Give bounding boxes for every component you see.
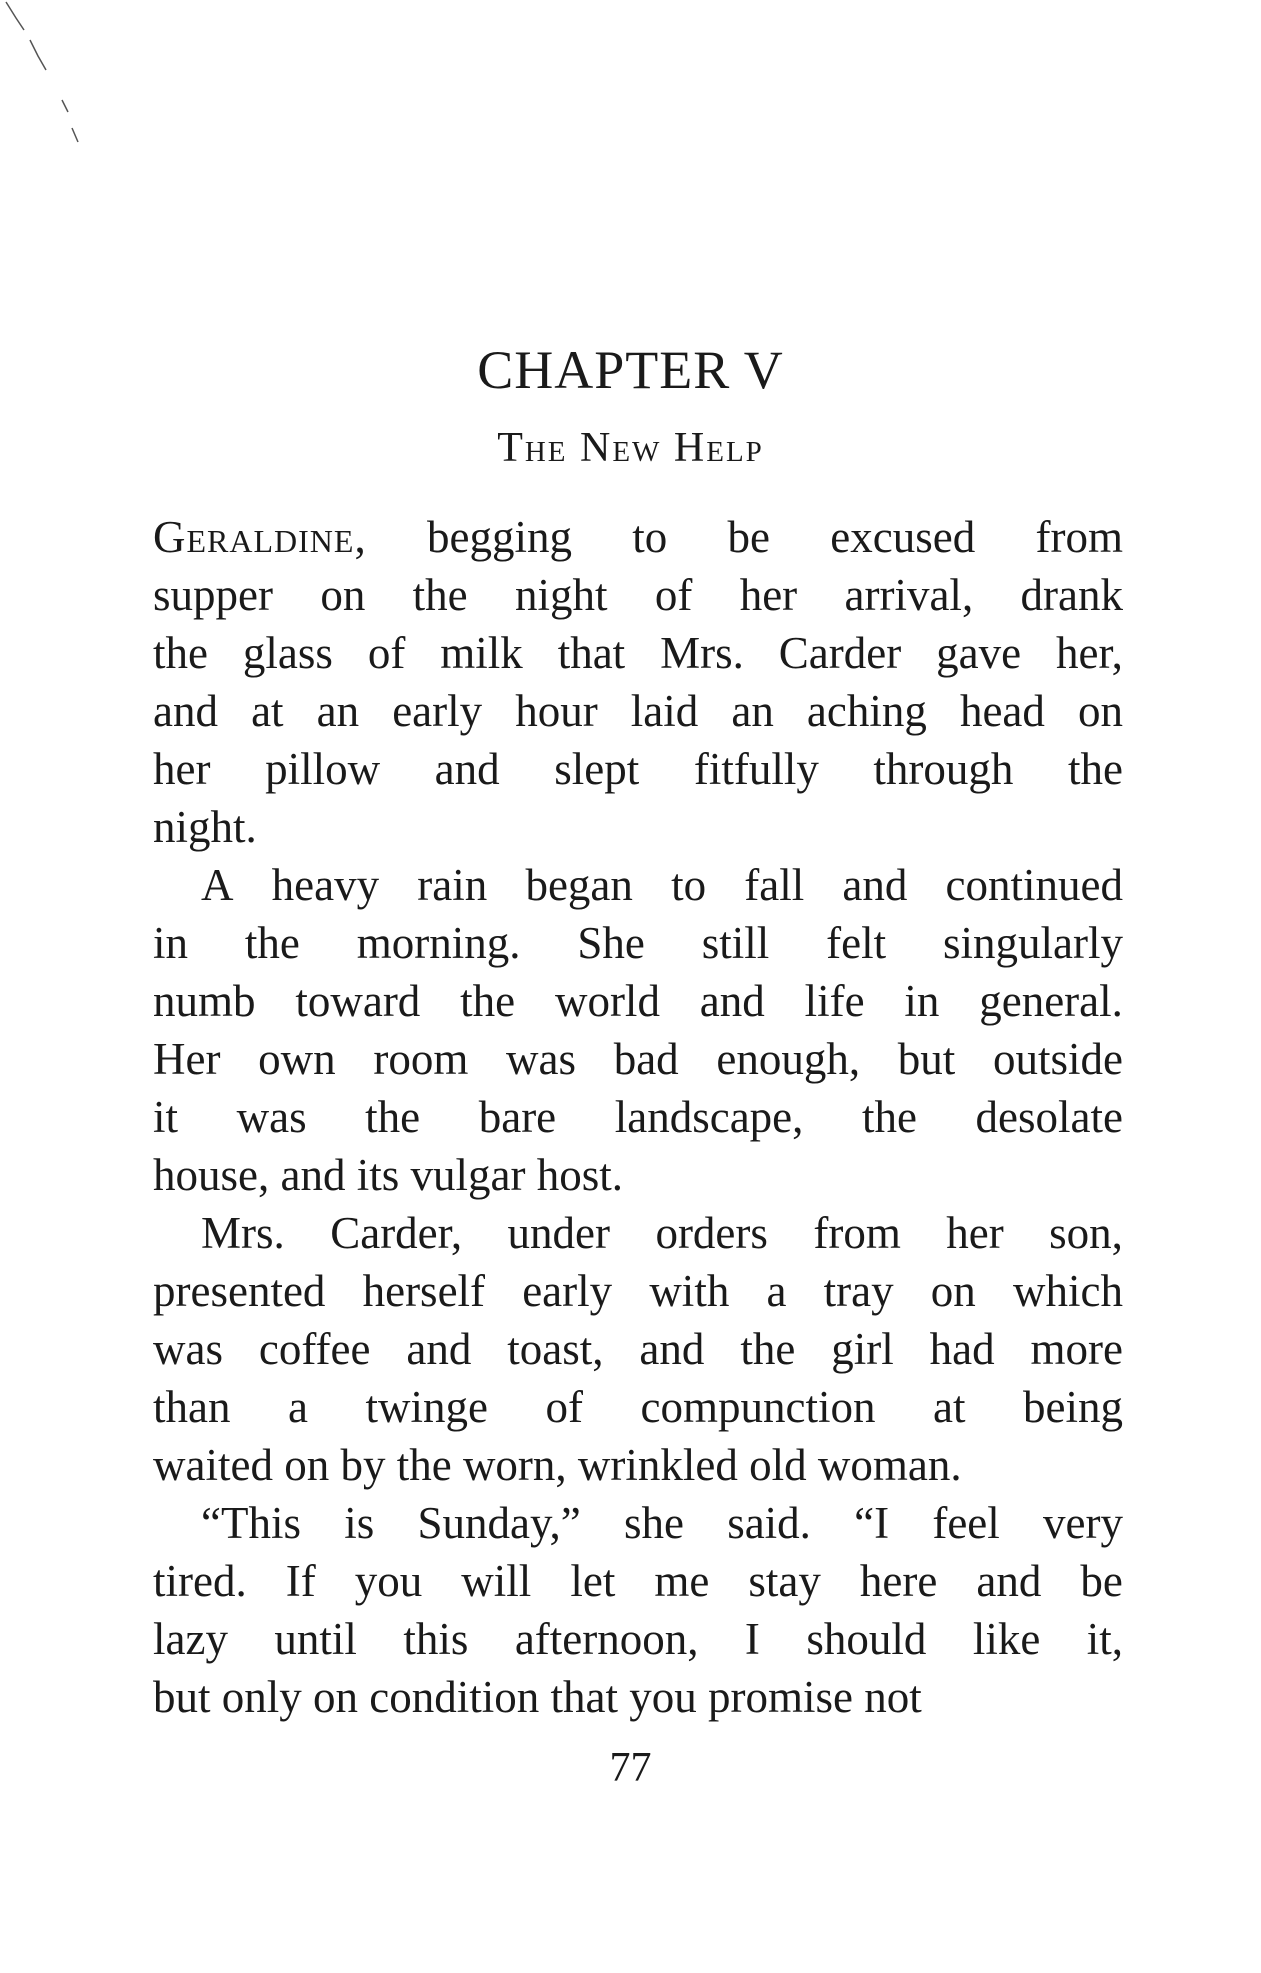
word: condition — [369, 1672, 540, 1722]
word: the — [396, 1440, 452, 1490]
word: through — [873, 744, 1014, 794]
word: on — [284, 1440, 330, 1490]
word: Mrs. — [201, 1208, 285, 1258]
word: the — [365, 1092, 421, 1142]
word: her, — [1056, 628, 1123, 678]
text-line — [153, 1262, 1123, 1320]
word: heavy — [271, 860, 380, 910]
word: the — [153, 628, 208, 678]
word: by — [340, 1440, 386, 1490]
word: the — [244, 918, 300, 968]
chapter-number: CHAPTER V — [477, 340, 784, 400]
word: you — [629, 1672, 697, 1722]
paragraph — [153, 856, 1123, 1204]
paragraph — [153, 1494, 1123, 1726]
word: should — [806, 1614, 927, 1664]
word: under — [507, 1208, 610, 1258]
word: son, — [1049, 1208, 1123, 1258]
word: early — [392, 686, 483, 736]
word: vulgar — [410, 1150, 526, 1200]
text-line — [153, 798, 1123, 856]
word: Her — [153, 1034, 221, 1084]
word: to — [671, 860, 707, 910]
word: compunction — [640, 1382, 876, 1432]
word: room — [373, 1034, 469, 1084]
word: If — [285, 1556, 316, 1606]
word: begging — [426, 512, 572, 562]
word: outside — [993, 1034, 1123, 1084]
word: singularly — [943, 918, 1123, 968]
word: her — [153, 744, 211, 794]
word: she — [623, 1498, 684, 1548]
word: a — [288, 1382, 308, 1432]
word: twinge — [365, 1382, 488, 1432]
text-line — [153, 740, 1123, 798]
word: aching — [806, 686, 927, 736]
word: early — [522, 1266, 613, 1316]
word: an — [316, 686, 360, 736]
text-line — [153, 856, 1123, 914]
word: Sunday,” — [417, 1498, 581, 1548]
word: Mrs. — [660, 628, 744, 678]
word: be — [1080, 1556, 1123, 1606]
word: numb — [153, 976, 256, 1026]
word: tired. — [153, 1556, 247, 1606]
text-line — [153, 1610, 1123, 1668]
word: and — [842, 860, 908, 910]
word: more — [1030, 1324, 1123, 1374]
word: its — [356, 1150, 400, 1200]
word: only — [221, 1672, 302, 1722]
word: of — [545, 1382, 583, 1432]
word: girl — [831, 1324, 894, 1374]
chapter-title: The New Help — [497, 425, 764, 471]
word: A — [201, 860, 234, 910]
word: of — [654, 570, 693, 620]
word: and — [699, 976, 765, 1026]
word: arrival, — [844, 570, 974, 620]
text-line — [153, 1436, 1123, 1494]
word: house, — [153, 1150, 270, 1200]
word: the — [1068, 744, 1123, 794]
word: drank — [1020, 570, 1123, 620]
word: and — [434, 744, 500, 794]
word: and — [976, 1556, 1042, 1606]
word: waited — [153, 1440, 273, 1490]
word: had — [929, 1324, 995, 1374]
word: life — [804, 976, 865, 1026]
word: stay — [748, 1556, 821, 1606]
word: was — [236, 1092, 307, 1142]
word: than — [153, 1382, 231, 1432]
word: on — [313, 1672, 359, 1722]
word: fall — [744, 860, 805, 910]
word: be — [727, 512, 770, 562]
word: orders — [655, 1208, 768, 1258]
word: slept — [554, 744, 640, 794]
word: tray — [823, 1266, 894, 1316]
word: let — [570, 1556, 616, 1606]
word: general. — [979, 976, 1123, 1026]
word: night — [515, 570, 608, 620]
pencil-mark — [2, 0, 122, 170]
word: own — [258, 1034, 336, 1084]
word: milk — [440, 628, 523, 678]
word: with — [649, 1266, 730, 1316]
word: pillow — [265, 744, 381, 794]
word: herself — [362, 1266, 486, 1316]
text-line — [153, 1088, 1123, 1146]
word: said. — [727, 1498, 811, 1548]
word: like — [972, 1614, 1041, 1664]
word: from — [813, 1208, 901, 1258]
word: Carder — [778, 628, 902, 678]
word: coffee — [258, 1324, 371, 1374]
word: an — [731, 686, 774, 736]
word: this — [403, 1614, 469, 1664]
word: glass — [242, 628, 333, 678]
text-line — [153, 1378, 1123, 1436]
text-line — [153, 1204, 1123, 1262]
text-line — [153, 1494, 1123, 1552]
word: it, — [1086, 1614, 1123, 1664]
paragraph — [153, 508, 1123, 856]
text-line — [153, 1030, 1123, 1088]
text-line — [153, 914, 1123, 972]
word: landscape, — [614, 1092, 804, 1142]
word: woman. — [817, 1440, 962, 1490]
word: night. — [153, 802, 257, 852]
word: but — [153, 1672, 211, 1722]
text-line — [153, 682, 1123, 740]
word: not — [864, 1672, 922, 1722]
word: I — [744, 1614, 760, 1664]
word: supper — [153, 570, 273, 620]
word: bare — [478, 1092, 557, 1142]
text-line — [153, 566, 1123, 624]
word: head — [959, 686, 1045, 736]
word: the — [412, 570, 468, 620]
word: world — [554, 976, 660, 1026]
word: toward — [295, 976, 421, 1026]
text-line — [153, 972, 1123, 1030]
word: began — [525, 860, 633, 910]
body-text — [153, 508, 1123, 1726]
word: it — [153, 1092, 179, 1142]
word: the — [861, 1092, 917, 1142]
word: being — [1023, 1382, 1123, 1432]
paragraph — [153, 1204, 1123, 1494]
text-line — [153, 1552, 1123, 1610]
word: and — [153, 686, 218, 736]
word: her — [946, 1208, 1004, 1258]
word: and — [406, 1324, 472, 1374]
word: bad — [613, 1034, 679, 1084]
text-line — [153, 1146, 1123, 1204]
word: enough, — [716, 1034, 861, 1084]
word: laid — [630, 686, 699, 736]
word: toast, — [507, 1324, 604, 1374]
word: wrinkled — [577, 1440, 738, 1490]
word: She — [577, 918, 645, 968]
word: which — [1012, 1266, 1123, 1316]
word: on — [930, 1266, 976, 1316]
word: the — [460, 976, 516, 1026]
word: promise — [708, 1672, 853, 1722]
word: in — [153, 918, 189, 968]
word: rain — [417, 860, 488, 910]
word: very — [1043, 1498, 1123, 1548]
word: that — [550, 1672, 618, 1722]
text-line — [153, 1320, 1123, 1378]
word: and — [639, 1324, 705, 1374]
word: from — [1035, 512, 1123, 562]
word: of — [367, 628, 406, 678]
word: host. — [536, 1150, 623, 1200]
word: hour — [515, 686, 598, 736]
word: felt — [826, 918, 887, 968]
word: here — [859, 1556, 938, 1606]
word: Carder, — [330, 1208, 463, 1258]
text-line — [153, 508, 1123, 566]
word: old — [749, 1440, 807, 1490]
text-line — [153, 1668, 1123, 1726]
word: “I — [854, 1498, 890, 1548]
word: presented — [153, 1266, 326, 1316]
word: was — [506, 1034, 577, 1084]
lead-word: Geraldine, — [153, 512, 367, 562]
word: excused — [830, 512, 976, 562]
word: on — [1077, 686, 1123, 736]
word: “This — [201, 1498, 301, 1548]
word: afternoon, — [514, 1614, 699, 1664]
word: her — [739, 570, 798, 620]
word: at — [933, 1382, 966, 1432]
word: but — [897, 1034, 956, 1084]
word: and — [280, 1150, 346, 1200]
word: me — [654, 1556, 710, 1606]
word: was — [153, 1324, 223, 1374]
word: continued — [945, 860, 1123, 910]
word: that — [557, 628, 626, 678]
word: fitfully — [693, 744, 819, 794]
word: will — [461, 1556, 532, 1606]
page-number: 77 — [609, 1745, 652, 1791]
word: gave — [936, 628, 1022, 678]
word: a — [766, 1266, 787, 1316]
word: at — [251, 686, 284, 736]
word: to — [632, 512, 668, 562]
word: lazy — [153, 1614, 228, 1664]
word: desolate — [975, 1092, 1123, 1142]
word: is — [344, 1498, 375, 1548]
text-line — [153, 624, 1123, 682]
word: on — [320, 570, 366, 620]
word: worn, — [462, 1440, 567, 1490]
word: the — [740, 1324, 796, 1374]
word: still — [701, 918, 770, 968]
word: you — [354, 1556, 423, 1606]
word: in — [904, 976, 940, 1026]
word: feel — [932, 1498, 1000, 1548]
word: until — [274, 1614, 357, 1664]
word: morning. — [356, 918, 521, 968]
